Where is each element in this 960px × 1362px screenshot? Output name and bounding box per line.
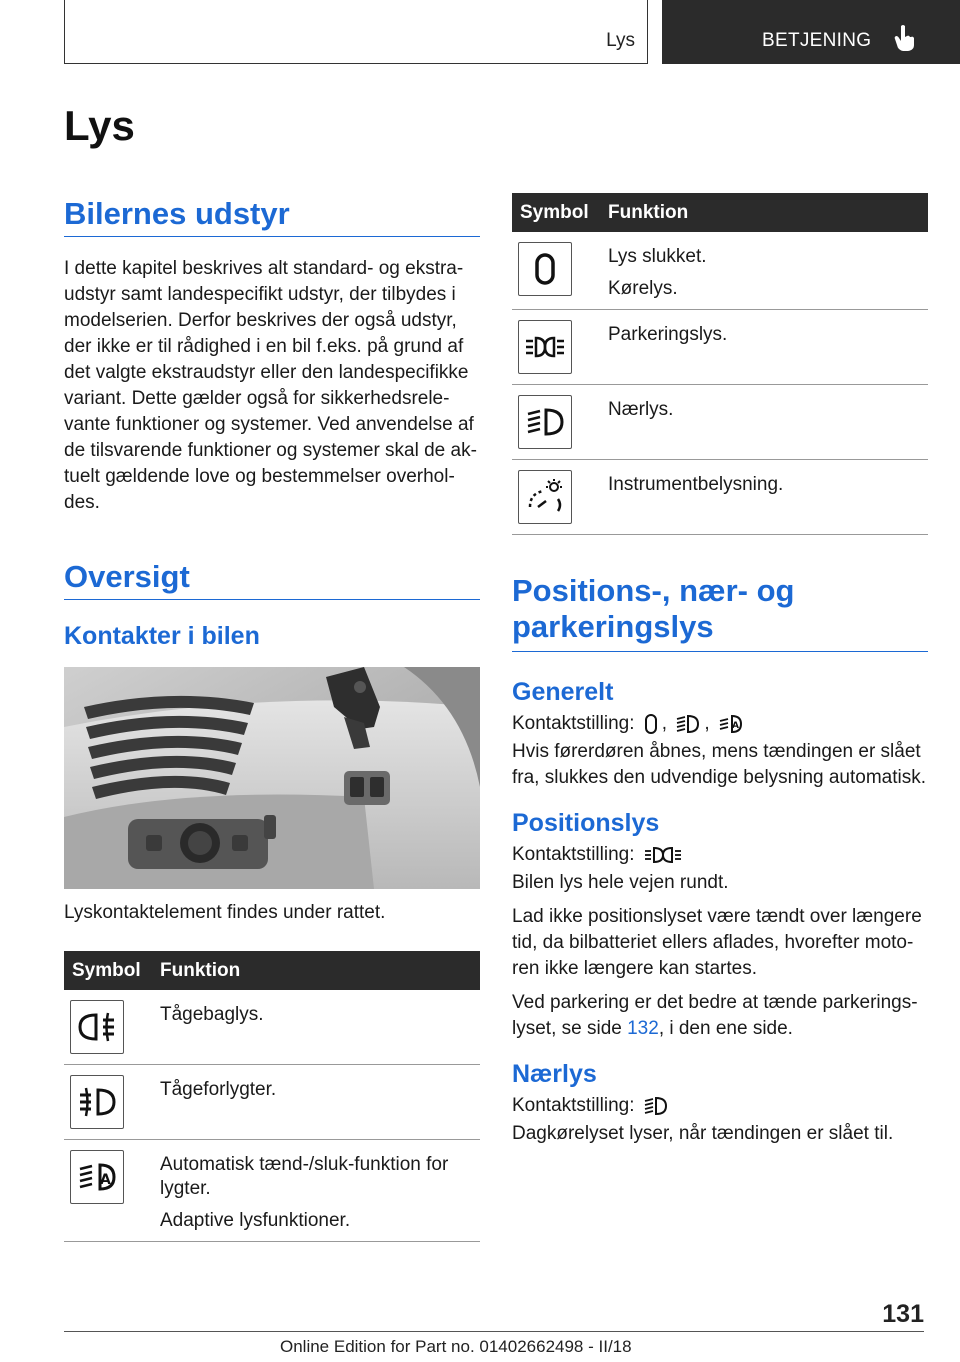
generelt-label: Kontaktstilling:: [512, 713, 635, 734]
row-text: Parkeringslys.: [608, 324, 728, 345]
row-text: Kørelys.: [608, 278, 678, 299]
row-text: Tågebaglys.: [160, 1004, 264, 1025]
positionslys-text-1: Bilen lys hele vejen rundt.: [512, 872, 729, 893]
header-section-tab: [64, 0, 648, 64]
table-row: [64, 1140, 480, 1242]
heading-generelt: Generelt: [512, 678, 614, 706]
svg-text:A: A: [731, 720, 739, 731]
heading-oversigt: Oversigt: [64, 559, 190, 594]
positionslys-label: Kontaktstilling:: [512, 844, 635, 865]
auto-light-icon: [719, 713, 743, 735]
rear-fog-light-icon: [70, 1000, 124, 1054]
naerlys-paragraph: Dagkørelyset lyser, når tændingen er slået til.: [512, 1123, 894, 1144]
row-text: Lys slukket.: [608, 246, 707, 267]
separator: ,: [661, 713, 668, 734]
col-symbol-header: Symbol: [64, 951, 160, 990]
parking-light-icon: [518, 320, 572, 374]
header-chapter-tab[interactable]: [662, 0, 960, 64]
page-link-132[interactable]: 132: [627, 1018, 659, 1039]
positionslys-text-3a: Ved parkering er det bedre at tænde parkeringslyset, se side: [512, 992, 918, 1039]
svg-text:A: A: [100, 1172, 111, 1188]
positionslys-text-2: Lad ikke positionslyset være tændt over længere tid, da bilbatteriet ellers aflades, hvorefter motoren ikke længere kan startes.: [512, 906, 922, 979]
table-header-row: [512, 193, 928, 232]
naerlys-label: Kontaktstilling:: [512, 1095, 635, 1116]
row-text: Adaptive lysfunktioner.: [160, 1210, 351, 1231]
right-symbol-table: [512, 193, 928, 535]
positionslys-text-3: [512, 990, 928, 1042]
separator: ,: [704, 713, 710, 734]
heading-kontakter-i-bilen: Kontakter i bilen: [64, 622, 260, 650]
row-text: Instrumentbelysning.: [608, 474, 784, 495]
row-text: Automatisk tænd-/sluk-funktion for lygter.: [160, 1154, 449, 1199]
header-chapter-label: BETJENING: [762, 30, 872, 51]
table-row: [64, 1065, 480, 1140]
table-row: [512, 310, 928, 385]
table-row: [512, 385, 928, 460]
footer-divider: [64, 1331, 924, 1332]
udstyr-paragraph: I dette kapitel beskrives alt standard- og ekstraudstyr samt landespecifikt udstyr, der tilbydes i modelserien. Derfor beskrives der også udstyr, der ikke er til rådighed i en bil f.eks. på grund af det valgte ekstraudstyr eller den landespecifikke variant. Dette gælder også for sikkerhedsrelevante funktioner og systemer. Ved anvendelse af de tilsvarende funktioner og systemer skal de aktuelt gældende love og bestemmelser overholdes.: [64, 258, 477, 513]
right-column: [512, 193, 928, 1147]
col-funktion-header: Funktion: [608, 193, 928, 232]
low-beam-icon: [518, 395, 572, 449]
photo-caption: Lyskontaktelement findes under rattet.: [64, 902, 386, 923]
generelt-switch-positions: [512, 711, 928, 737]
footer-edition: Online Edition for Part no. 01402662498 - II/18: [280, 1337, 632, 1356]
section-udstyr-heading-wrap: [64, 196, 480, 237]
page-title: Lys: [64, 102, 135, 149]
header-section-label: Lys: [606, 30, 635, 51]
dashboard-light-switch-photo: [64, 667, 480, 889]
section-oversigt-heading-wrap: [64, 559, 480, 600]
instrument-lighting-icon: [518, 470, 572, 524]
heading-positionslys: Positionslys: [512, 809, 660, 837]
naerlys-switch-position: [512, 1093, 928, 1119]
heading-positions-naer-parkeringslys: Positions-, nær- og parkeringslys: [512, 573, 795, 644]
col-funktion-header: Funktion: [160, 951, 480, 990]
left-symbol-table: [64, 951, 480, 1242]
page-number: 131: [882, 1300, 924, 1328]
auto-light-icon: [70, 1150, 124, 1204]
col-symbol-header: Symbol: [512, 193, 608, 232]
positionslys-text-3b: , i den ene side.: [658, 1018, 793, 1039]
positionslys-switch-position: [512, 842, 928, 868]
low-beam-icon: [676, 713, 700, 735]
parking-light-icon: [644, 844, 684, 866]
low-beam-icon: [644, 1095, 668, 1117]
generelt-paragraph: Hvis førerdøren åbnes, mens tændingen er slået fra, slukkes den udvendige belysning automatisk.: [512, 741, 927, 788]
section-positions-heading-wrap: [512, 573, 928, 652]
row-text: Nærlys.: [608, 399, 674, 420]
lights-off-icon: [518, 242, 572, 296]
heading-bilernes-udstyr: Bilernes udstyr: [64, 196, 290, 231]
lights-off-icon: [644, 714, 658, 734]
table-row: [512, 460, 928, 535]
front-fog-light-icon: [70, 1075, 124, 1129]
pointing-hand-icon: [894, 24, 916, 52]
table-header-row: [64, 951, 480, 990]
heading-naerlys: Nærlys: [512, 1060, 597, 1088]
row-text: Tågeforlygter.: [160, 1079, 277, 1100]
table-row: [512, 232, 928, 310]
table-row: [64, 990, 480, 1065]
left-column: [64, 196, 480, 1242]
